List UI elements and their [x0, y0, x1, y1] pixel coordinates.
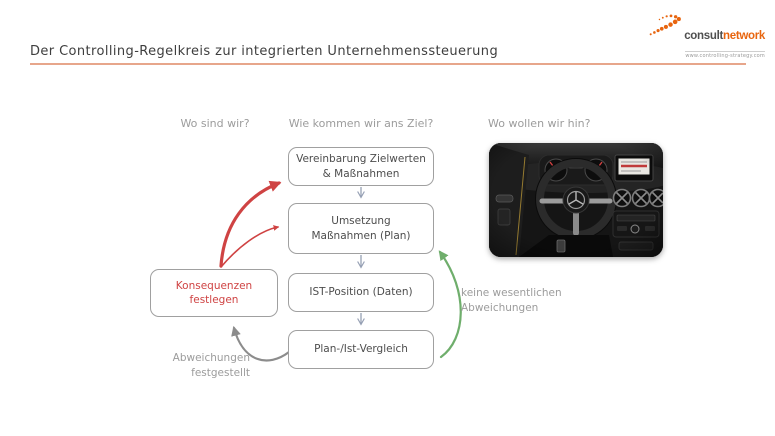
- logo-swirl-icon: [648, 14, 682, 42]
- flow-box-ist-position: [288, 273, 434, 312]
- flow-box-umsetzung-line2: Maßnahmen (Plan): [311, 229, 411, 242]
- logo-consultnetwork: [645, 14, 765, 61]
- flow-box-vereinbarung: [288, 147, 434, 186]
- logo-wordmark: [684, 31, 765, 43]
- label-abweichungen-line1: Abweichungen: [172, 352, 250, 364]
- flow-box-konsequenzen-line2: festlegen: [189, 294, 239, 306]
- logo-network-text: network: [723, 29, 765, 42]
- flow-box-konsequenzen-line1: Konsequenzen: [175, 279, 253, 292]
- label-abweichungen-festgestellt: [148, 351, 250, 380]
- red-arrow-to-vereinbarung: [221, 183, 279, 266]
- flow-box-umsetzung: [288, 203, 434, 254]
- logo-consult-text: consult: [684, 29, 723, 42]
- flow-box-vereinbarung-line1: Vereinbarung Zielwerten: [296, 153, 426, 166]
- flow-box-plan-ist-vergleich-label: Plan-/Ist-Vergleich: [314, 343, 408, 356]
- title-underline: [30, 63, 746, 65]
- flow-box-plan-ist-vergleich: [288, 330, 434, 369]
- green-arrow-keine-abweichung: [440, 252, 461, 357]
- flow-box-konsequenzen: [150, 269, 278, 317]
- flow-box-umsetzung-line1: Umsetzung: [331, 215, 391, 228]
- logo-tagline: www.controlling-strategy.com: [685, 53, 765, 59]
- label-keine-line2: Abweichungen: [461, 301, 539, 314]
- column-header-wo-sind-wir: Wo sind wir?: [180, 117, 250, 130]
- label-keine-line1: keine wesentlichen: [461, 287, 562, 299]
- slide-title: Der Controlling-Regelkreis zur integrierten Unternehmenssteuerung: [30, 44, 499, 59]
- red-arrow-to-umsetzung: [221, 227, 278, 267]
- car-interior-illustration: [489, 143, 663, 257]
- label-keine-abweichungen: [461, 286, 571, 315]
- car-interior-dashboard-photo: [489, 143, 663, 257]
- label-abweichungen-line2: festgestellt: [191, 366, 250, 379]
- column-header-wo-wollen-wir: Wo wollen wir hin?: [488, 117, 591, 130]
- flow-box-vereinbarung-line2: & Maßnahmen: [322, 167, 400, 180]
- flow-box-ist-position-label: IST-Position (Daten): [309, 286, 413, 299]
- column-header-wie-kommen-wir: Wie kommen wir ans Ziel?: [288, 117, 434, 130]
